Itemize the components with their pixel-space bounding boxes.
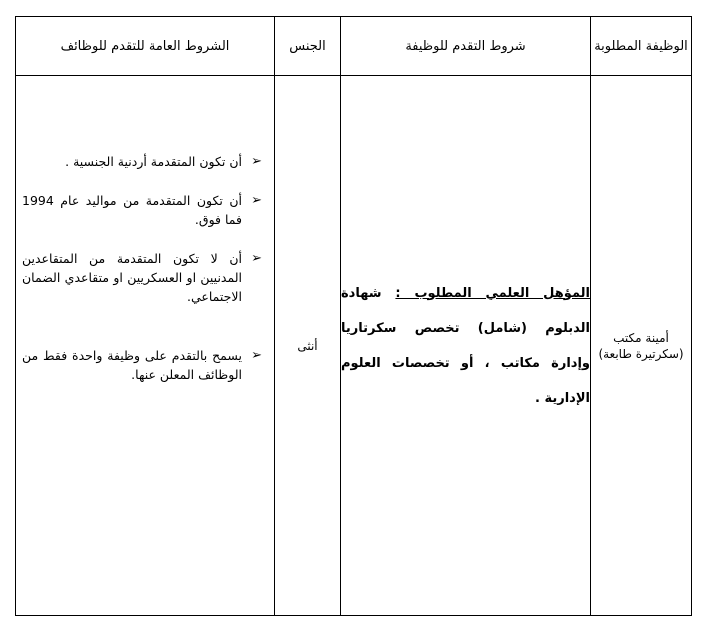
list-item — [22, 346, 262, 384]
requirements-label: المؤهل العلمي المطلوب : — [395, 285, 590, 301]
general-conditions-cell — [16, 76, 275, 616]
job-title-cell: أمينة مكتب (سكرتيرة طابعة) — [591, 76, 692, 616]
conditions-list — [16, 76, 274, 384]
condition-text: أن لا تكون المتقدمة من المتقاعدين المدنيين او العسكريين او متقاعدي الضمان الاجتماعي. — [22, 251, 242, 304]
list-item — [22, 191, 262, 229]
requirements-cell — [341, 76, 591, 616]
header-row — [16, 17, 692, 76]
condition-text: أن تكون المتقدمة من مواليد عام 1994 فما فوق. — [22, 193, 242, 227]
arrow-bullet-icon: ➢ — [251, 251, 262, 266]
header-general-conditions: الشروط العامة للتقدم للوظائف — [16, 17, 275, 76]
header-gender: الجنس — [275, 17, 341, 76]
table-row — [16, 76, 692, 616]
job-conditions-table — [15, 16, 692, 616]
list-item — [22, 152, 262, 171]
arrow-bullet-icon: ➢ — [251, 348, 262, 363]
condition-text: يسمح بالتقدم على وظيفة واحدة فقط من الوظائف المعلن عنها. — [22, 348, 242, 382]
header-job: الوظيفة المطلوبة — [591, 17, 692, 76]
arrow-bullet-icon: ➢ — [251, 193, 262, 208]
gender-cell: أنثى — [275, 76, 341, 616]
header-requirements: شروط التقدم للوظيفة — [341, 17, 591, 76]
requirements-text: شهادة الدبلوم (شامل) تخصص سكرتاريا وإدارة مكاتب ، أو تخصصات العلوم الإدارية . — [341, 285, 590, 406]
condition-text: أن تكون المتقدمة أردنية الجنسية . — [65, 154, 242, 169]
arrow-bullet-icon: ➢ — [251, 154, 262, 169]
list-item — [22, 249, 262, 306]
